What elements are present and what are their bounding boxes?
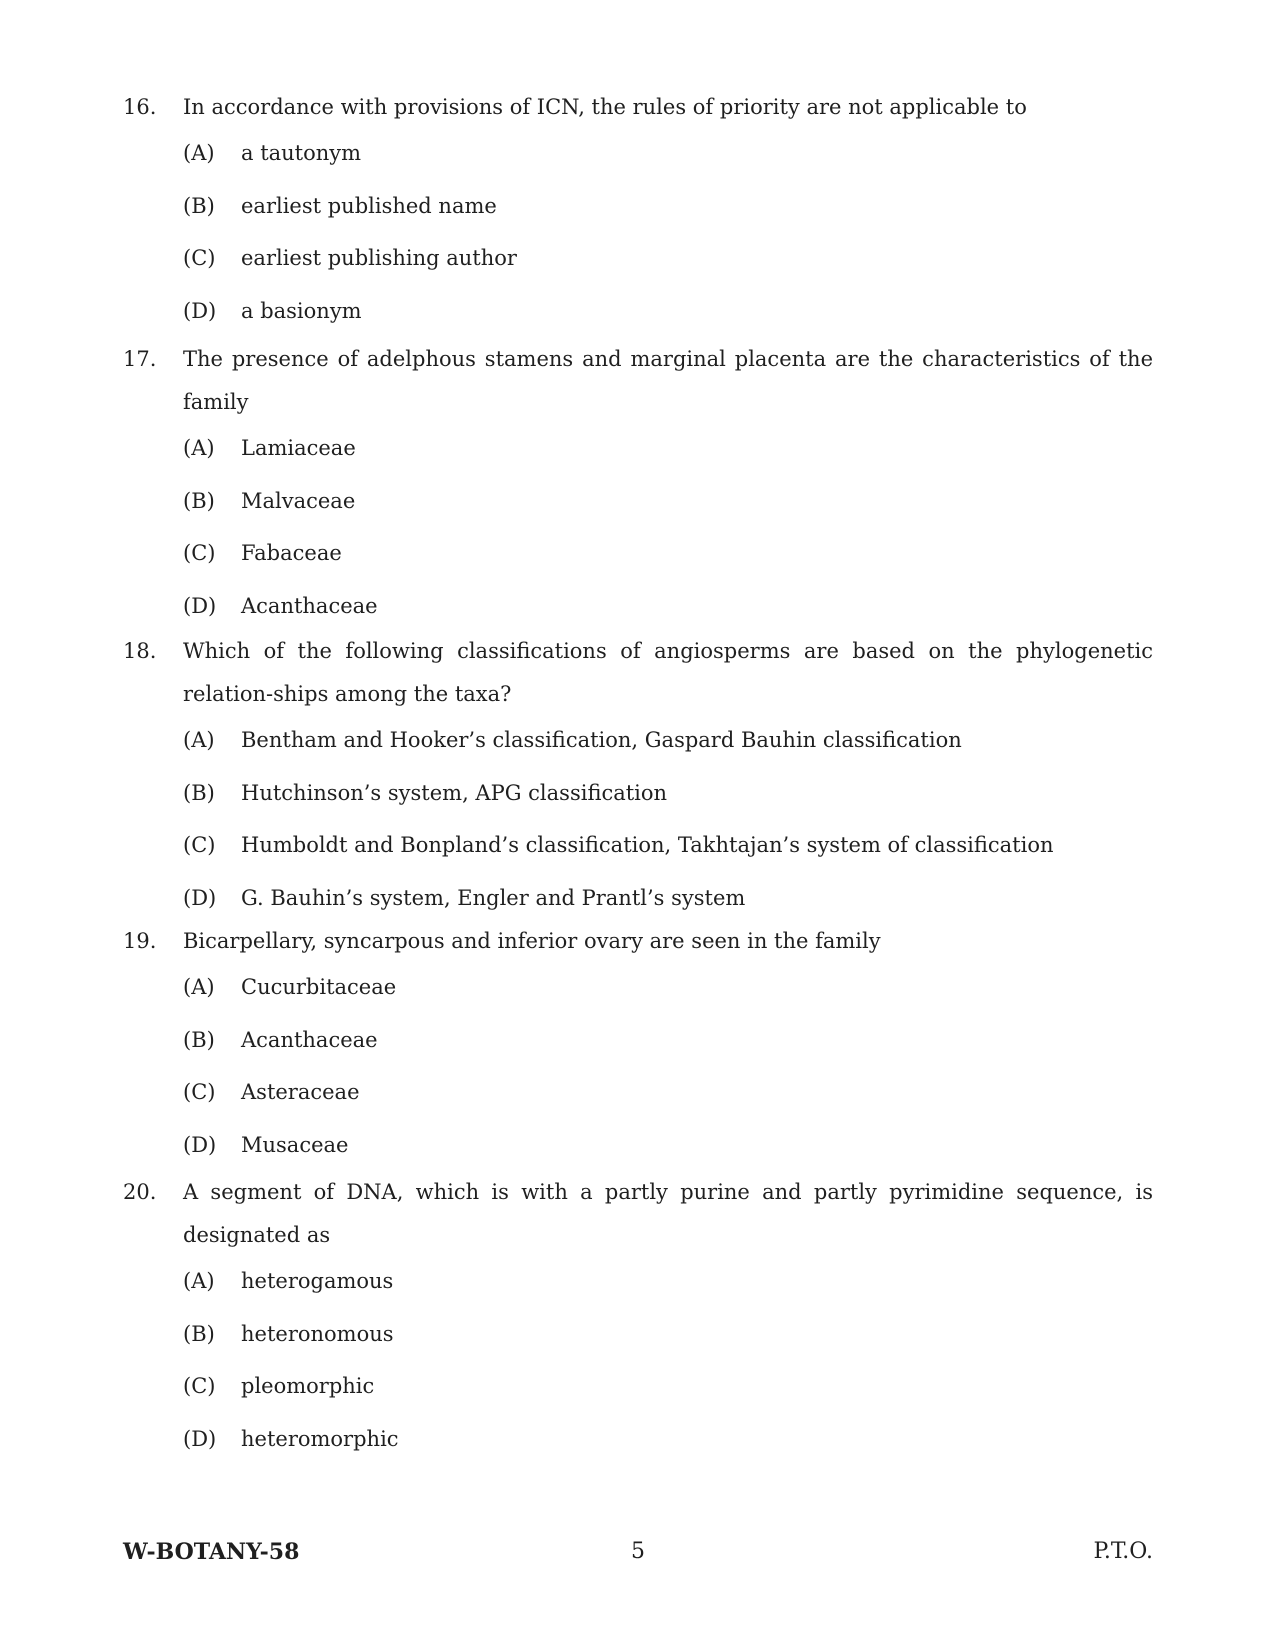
option-label: (A) bbox=[183, 141, 215, 165]
option-c bbox=[183, 232, 1153, 285]
option-b bbox=[183, 767, 1153, 820]
option-label: (A) bbox=[183, 728, 215, 752]
option-text: earliest publishing author bbox=[241, 246, 517, 270]
option-b bbox=[183, 1308, 1153, 1361]
option-text: pleomorphic bbox=[241, 1374, 375, 1398]
option-text: Acanthaceae bbox=[241, 1027, 378, 1052]
question-number: 20. bbox=[123, 1180, 157, 1204]
option-text: heteronomous bbox=[241, 1321, 394, 1346]
option-label: (D) bbox=[183, 593, 217, 618]
option-a bbox=[183, 961, 1153, 1014]
question-number: 16. bbox=[123, 95, 157, 119]
option-d bbox=[183, 872, 1153, 925]
option-text: a tautonym bbox=[241, 141, 362, 165]
option-c bbox=[183, 1066, 1153, 1119]
option-b bbox=[183, 180, 1153, 233]
option-label: (D) bbox=[183, 885, 217, 910]
option-label: (C) bbox=[183, 541, 216, 565]
option-b bbox=[183, 475, 1153, 528]
option-label: (B) bbox=[183, 1321, 215, 1346]
option-a bbox=[183, 422, 1153, 475]
question-text: A segment of DNA, which is with a partly purine and partly pyrimidine sequence, is designated as bbox=[183, 1180, 1153, 1247]
option-list bbox=[183, 127, 1153, 337]
question-17 bbox=[123, 338, 1153, 632]
option-label: (C) bbox=[183, 1080, 216, 1104]
option-text: Fabaceae bbox=[241, 541, 342, 565]
question-text: In accordance with provisions of ICN, the rules of priority are not applicable to bbox=[183, 95, 1027, 119]
option-a bbox=[183, 127, 1153, 180]
option-list bbox=[183, 961, 1153, 1171]
question-19 bbox=[123, 920, 1153, 1171]
option-label: (B) bbox=[183, 193, 215, 218]
option-d bbox=[183, 580, 1153, 633]
question-18 bbox=[123, 630, 1153, 924]
option-label: (D) bbox=[183, 1132, 217, 1157]
option-text: Humboldt and Bonpland’s classification, Takhtajan’s system of classification bbox=[241, 833, 1054, 857]
option-label: (A) bbox=[183, 1269, 215, 1293]
option-list bbox=[183, 714, 1153, 924]
question-text: Bicarpellary, syncarpous and inferior ovary are seen in the family bbox=[183, 929, 881, 953]
option-label: (B) bbox=[183, 488, 215, 513]
option-label: (B) bbox=[183, 1027, 215, 1052]
page-number: 5 bbox=[631, 1539, 645, 1564]
option-label: (A) bbox=[183, 975, 215, 999]
option-text: Hutchinson’s system, APG classification bbox=[241, 780, 668, 805]
option-text: G. Bauhin’s system, Engler and Prantl’s system bbox=[241, 885, 746, 910]
option-label: (C) bbox=[183, 1374, 216, 1398]
option-label: (C) bbox=[183, 246, 216, 270]
option-a bbox=[183, 714, 1153, 767]
page-footer bbox=[123, 1535, 1153, 1569]
option-c bbox=[183, 819, 1153, 872]
option-label: (A) bbox=[183, 436, 215, 460]
option-text: Cucurbitaceae bbox=[241, 975, 397, 999]
option-d bbox=[183, 285, 1153, 338]
option-text: Lamiaceae bbox=[241, 436, 356, 460]
option-label: (D) bbox=[183, 298, 217, 323]
question-number: 18. bbox=[123, 639, 157, 663]
question-20 bbox=[123, 1171, 1153, 1465]
option-list bbox=[183, 1255, 1153, 1465]
option-list bbox=[183, 422, 1153, 632]
option-c bbox=[183, 1360, 1153, 1413]
option-label: (C) bbox=[183, 833, 216, 857]
question-text: Which of the following classifications of angiosperms are based on the phylogenetic relation-ships among the taxa? bbox=[183, 639, 1153, 706]
pto-label: P.T.O. bbox=[1093, 1539, 1153, 1564]
option-d bbox=[183, 1413, 1153, 1466]
option-text: Bentham and Hooker’s classification, Gaspard Bauhin classification bbox=[241, 728, 962, 752]
question-16 bbox=[123, 86, 1153, 337]
option-text: a basionym bbox=[241, 298, 362, 323]
option-text: Asteraceae bbox=[241, 1080, 360, 1104]
question-number: 17. bbox=[123, 347, 157, 371]
option-text: heterogamous bbox=[241, 1269, 394, 1293]
paper-code: W-BOTANY-58 bbox=[123, 1539, 300, 1565]
question-number: 19. bbox=[123, 929, 157, 953]
question-text: The presence of adelphous stamens and marginal placenta are the characteristics of the family bbox=[183, 347, 1153, 414]
option-text: earliest published name bbox=[241, 193, 497, 218]
option-text: Acanthaceae bbox=[241, 593, 378, 618]
option-label: (D) bbox=[183, 1426, 217, 1451]
option-text: heteromorphic bbox=[241, 1426, 399, 1451]
option-b bbox=[183, 1014, 1153, 1067]
option-text: Musaceae bbox=[241, 1132, 349, 1157]
option-d bbox=[183, 1119, 1153, 1172]
option-c bbox=[183, 527, 1153, 580]
option-text: Malvaceae bbox=[241, 488, 356, 513]
option-a bbox=[183, 1255, 1153, 1308]
option-label: (B) bbox=[183, 780, 215, 805]
